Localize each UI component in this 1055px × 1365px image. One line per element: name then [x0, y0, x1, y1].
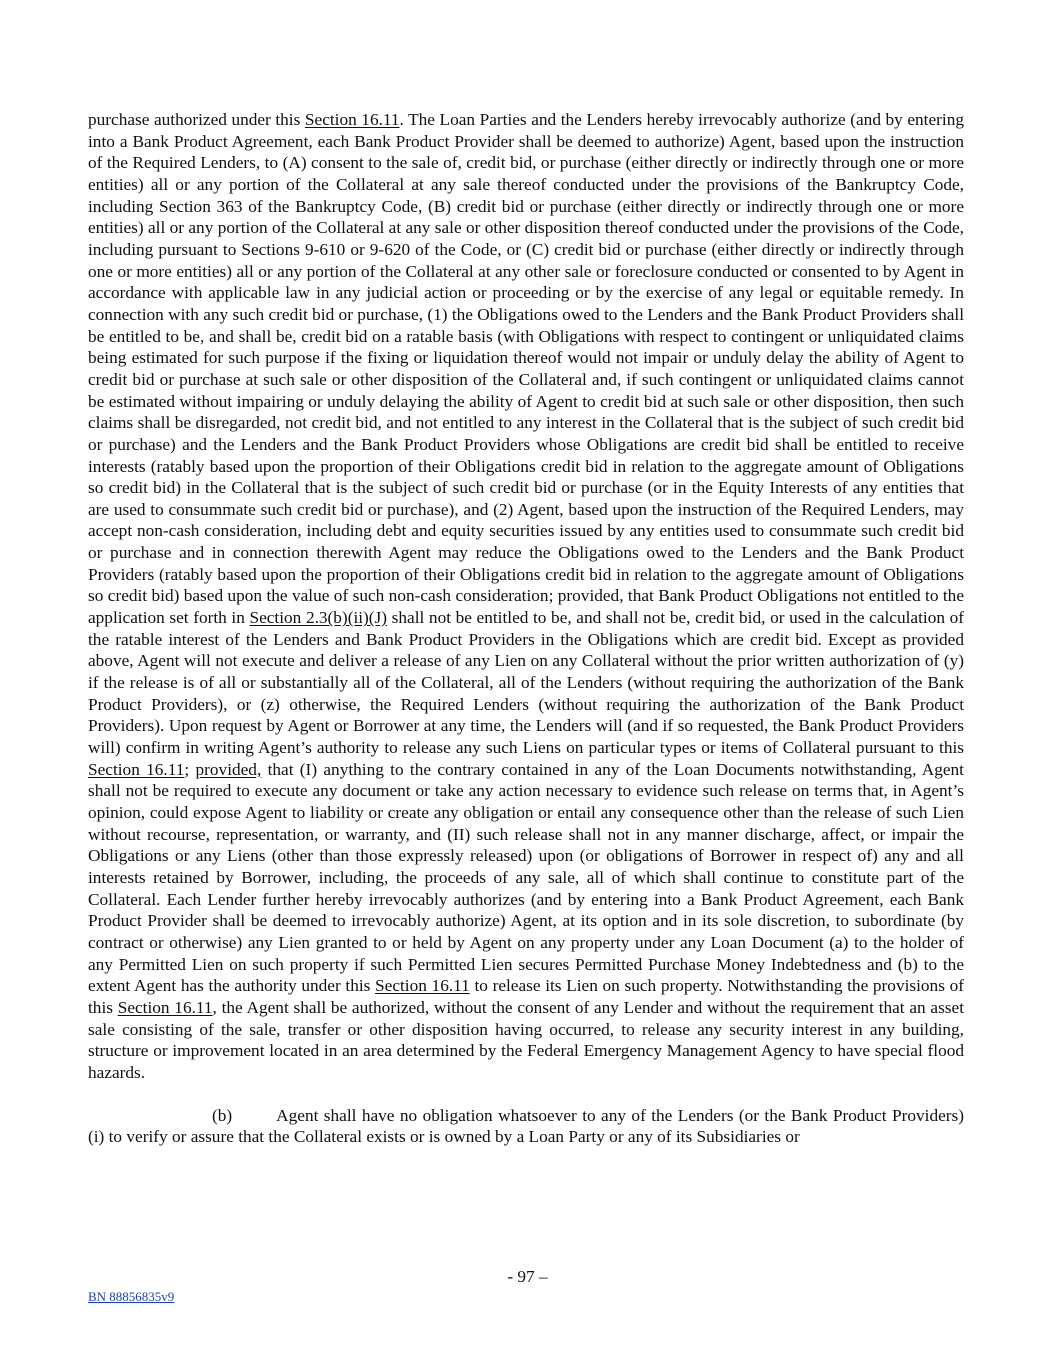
document-body — [88, 109, 964, 1148]
text-run: . The Loan Parties and the Lenders hereby irrevocably authorize (and by entering into a Bank Product Agreement, each Bank Product Provider shall be deemed to authorize) Agent, based upon the instruction of the Required Lenders, to (A) consent to the sale of, credit bid, or purchase (either directly or indirectly through one or more entities) all or any portion of the Collateral at any sale thereof conducted under the provisions of the Bankruptcy Code, including Section 363 of the Bankruptcy Code, (B) credit bid or purchase (either directly or indirectly through one or more entities) all or any portion of the Collateral at any sale or other disposition thereof conducted under the provisions of the Code, including pursuant to Sections 9-610 or 9-620 of the Code, or (C) credit bid or purchase (either directly or indirectly through one or more entities) all or any portion of the Collateral at any other sale or foreclosure conducted or consented to by Agent in accordance with applicable law in any judicial action or proceeding or by the exercise of any legal or equitable remedy. In connection with any such credit bid or purchase, (1) the Obligations owed to the Lenders and the Bank Product Providers shall be entitled to be, and shall be, credit bid on a ratable basis (with Obligations with respect to contingent or unliquidated claims being estimated for such purpose if the fixing or liquidation thereof would not impair or unduly delay the ability of Agent to credit bid or purchase at such sale or other disposition of the Collateral and, if such contingent or unliquidated claims cannot be estimated without impairing or unduly delaying the ability of Agent to credit bid at such sale or other disposition, then such claims shall be disregarded, not credit bid, and not entitled to any interest in the Collateral that is the subject of such credit bid or purchase) and the Lenders and the Bank Product Providers whose Obligations are credit bid shall be entitled to receive interests (ratably based upon the proportion of their Obligations credit bid in relation to the aggregate amount of Obligations so credit bid) in the Collateral that is the subject of such credit bid or purchase (or in the Equity Interests of any entities that are used to consummate such credit bid or purchase), and (2) Agent, based upon the instruction of the Required Lenders, may accept non-cash consideration, including debt and equity securities issued by any entities used to consummate such credit bid or purchase and in connection therewith Agent may reduce the Obligations owed to the Lenders and the Bank Product Providers (ratably based upon the proportion of their Obligations credit bid in relation to the aggregate amount of Obligations so credit bid) based upon the value of such non-cash consideration; provided, that Bank Product Obligations not entitled to the application set forth in — [88, 110, 964, 628]
text-run: that (I) anything to the contrary contained in any of the Loan Documents notwithstanding, Agent shall not be required to execute any document or take any action necessary to evidence such release on terms that, in Agent’s opinion, could expose Agent to liability or create any obligation or entail any consequence other than the release of such Lien without recourse, representation, or warranty, and (II) such release shall not in any manner discharge, affect, or impair the Obligations or any Liens (other than those expressly released) upon (or obligations of Borrower in respect of) any and all interests retained by Borrower, including, the proceeds of any sale, all of which shall continue to constitute part of the Collateral. Each Lender further hereby irrevocably authorizes (and by entering into a Bank Product Agreement, each Bank Product Provider shall be deemed to irrevocably authorize) Agent, at its option and in its sole discretion, to subordinate (by contract or otherwise) any Lien granted to or held by Agent on any property under any Loan Document (a) to the holder of any Permitted Lien on such property if such Permitted Lien secures Permitted Purchase Money Indebtedness and (b) to the extent Agent has the authority under this — [88, 759, 964, 996]
section-reference: Section 16.11 — [117, 997, 213, 1017]
text-run: to release its Lien on such property. Notwithstanding the provisions of this — [88, 976, 964, 1017]
paragraph-b — [88, 1105, 964, 1148]
paragraph-a-continuation — [88, 109, 964, 1084]
paragraph-b-text: Agent shall have no obligation whatsoever to any of the Lenders (or the Bank Product Providers) (i) to verify or assure that the Collateral exists or is owned by a Loan Party or any of its Subsidiaries or — [88, 1105, 964, 1147]
text-run: , the Agent shall be authorized, without the consent of any Lender and without the requirement that an asset sale consisting of the sale, transfer or other disposition having occurred, to release any security interest in any building, structure or improvement located in an area determined by the Federal Emergency Management Agency to have special flood hazards. — [88, 997, 964, 1082]
page-number: - 97 – — [507, 1267, 548, 1286]
section-reference: Section 16.11 — [304, 110, 400, 129]
provided-term: provided, — [195, 759, 262, 779]
section-reference: Section 16.11 — [88, 759, 185, 779]
section-reference: Section 2.3(b)(ii)(J) — [249, 608, 388, 628]
text-run: purchase authorized under this — [88, 110, 305, 129]
text-run: ; — [184, 759, 196, 779]
clause-marker: (b) — [212, 1105, 233, 1125]
text-run: shall not be entitled to be, and shall not be, credit bid, or used in the calculation of the ratable interest of the Lenders and Bank Product Providers in the Obligations which are credit bid. Except as provided above, Agent will not execute and deliver a release of any Lien on any Collateral without the prior written authorization of (y) if the release is of all or substantially all of the Collateral, all of the Lenders (without requiring the authorization of the Bank Product Providers), or (z) otherwise, the Required Lenders (without requiring the authorization of the Bank Product Providers). Upon request by Agent or Borrower at any time, the Lenders will (and if so requested, the Bank Product Providers will) confirm in writing Agent’s authority to release any such Liens on particular types or items of Collateral pursuant to this — [88, 608, 964, 758]
document-id-link[interactable]: BN 88856835v9 — [88, 1289, 175, 1304]
section-reference: Section 16.11 — [375, 976, 470, 996]
